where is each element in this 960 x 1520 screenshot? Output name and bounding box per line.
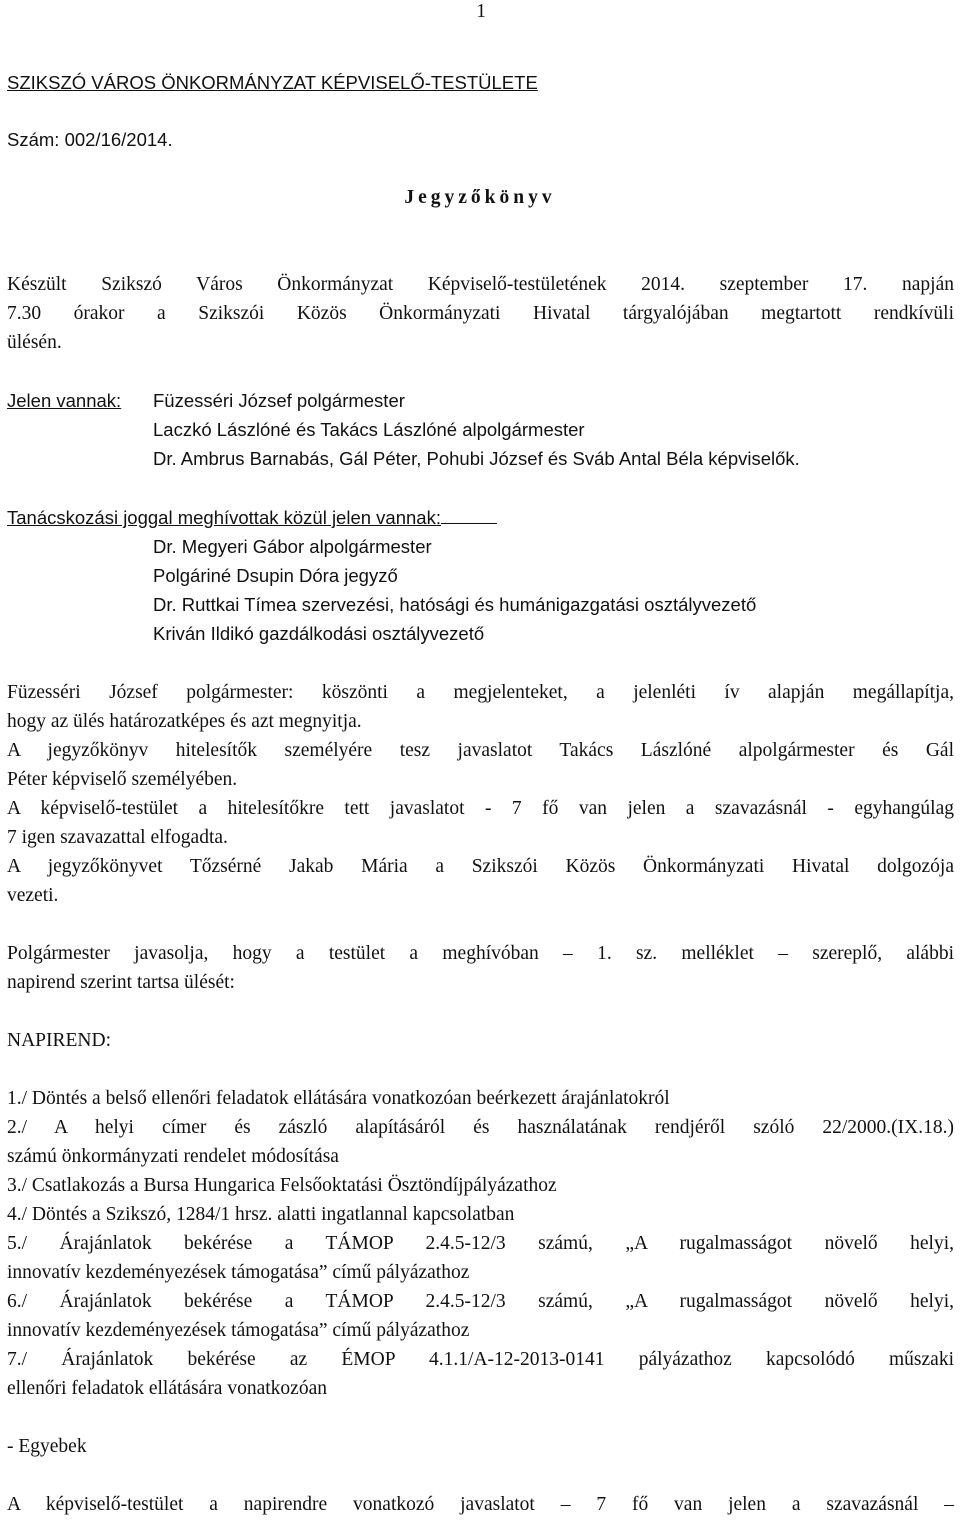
opening-line: 7 igen szavazattal elfogadta. bbox=[7, 827, 228, 848]
agenda-item: 5./ Árajánlatok bekérése a TÁMOP 2.4.5-12/3 számú, „A rugalmasságot növelő helyi, bbox=[7, 1233, 954, 1254]
opening-line: A jegyzőkönyv hitelesítők személyére tesz javaslatot Takács Lászlóné alpolgármester és Gál bbox=[7, 740, 954, 761]
opening-line: Péter képviselő személyében. bbox=[7, 769, 238, 790]
agenda-item: 4./ Döntés a Szikszó, 1284/1 hrsz. alatti ingatlannal kapcsolatban bbox=[7, 1204, 515, 1225]
agenda-item: innovatív kezdeményezések támogatása” című pályázathoz bbox=[7, 1262, 470, 1283]
opening-line: hogy az ülés határozatképes és azt megnyitja. bbox=[7, 711, 362, 732]
present-member: Füzesséri József polgármester bbox=[153, 390, 405, 411]
opening-line: Füzesséri József polgármester: köszönti a megjelenteket, a jelenléti ív alapján megállapítja, bbox=[7, 682, 954, 703]
agenda-heading: NAPIREND: bbox=[7, 1030, 112, 1051]
proposal-line: napirend szerint tartsa ülését: bbox=[7, 972, 235, 993]
agenda-item: 1./ Döntés a belső ellenőri feladatok ellátására vonatkozóan beérkezett árajánlatokról bbox=[7, 1088, 670, 1109]
intro-line: ülésén. bbox=[7, 332, 62, 353]
present-member: Laczkó Lászlóné és Takács Lászlóné alpolgármester bbox=[153, 419, 585, 440]
advisory-member: Dr. Megyeri Gábor alpolgármester bbox=[153, 536, 432, 557]
advisory-label-text: Tanácskozási joggal meghívottak közül jelen vannak: bbox=[7, 507, 441, 528]
opening-line: A jegyzőkönyvet Tőzsérné Jakab Mária a Szikszói Közös Önkormányzati Hivatal dolgozója bbox=[7, 856, 954, 877]
advisory-member: Polgáriné Dsupin Dóra jegyző bbox=[153, 565, 398, 586]
agenda-item: 3./ Csatlakozás a Bursa Hungarica Felsőoktatási Ösztöndíjpályázathoz bbox=[7, 1175, 557, 1196]
present-label: Jelen vannak: bbox=[7, 390, 122, 411]
present-member: Dr. Ambrus Barnabás, Gál Péter, Pohubi József és Sváb Antal Béla képviselők. bbox=[153, 448, 800, 469]
document-number: Szám: 002/16/2014. bbox=[7, 129, 173, 150]
advisory-member: Dr. Ruttkai Tímea szervezési, hatósági és humánigazgatási osztályvezető bbox=[153, 594, 757, 615]
closing-line: A képviselő-testület a napirendre vonatkozó javaslatot – 7 fő van jelen a szavazásnál – bbox=[7, 1494, 954, 1515]
agenda-item: innovatív kezdeményezések támogatása” című pályázathoz bbox=[7, 1320, 470, 1341]
agenda-item: számú önkormányzati rendelet módosítása bbox=[7, 1146, 339, 1167]
opening-line: A képviselő-testület a hitelesítőkre tett javaslatot - 7 fő van jelen a szavazásnál - egyhangúlag bbox=[7, 798, 954, 819]
intro-line: 7.30 órakor a Szikszói Közös Önkormányzati Hivatal tárgyalójában megtartott rendkívüli bbox=[7, 303, 954, 324]
agenda-item: 2./ A helyi címer és zászló alapításáról és használatának rendjéről szóló 22/2000.(IX.18.) bbox=[7, 1117, 954, 1138]
institution-heading: SZIKSZÓ VÁROS ÖNKORMÁNYZAT KÉPVISELŐ-TESTÜLETE bbox=[7, 72, 538, 93]
proposal-line: Polgármester javasolja, hogy a testület a meghívóban – 1. sz. melléklet – szereplő, alábbi bbox=[7, 943, 954, 964]
agenda-item: 7./ Árajánlatok bekérése az ÉMOP 4.1.1/A-12-2013-0141 pályázathoz kapcsolódó műszaki bbox=[7, 1349, 954, 1370]
agenda-item: 6./ Árajánlatok bekérése a TÁMOP 2.4.5-12/3 számú, „A rugalmasságot növelő helyi, bbox=[7, 1291, 954, 1312]
page-number: 1 bbox=[476, 1, 486, 22]
agenda-item: ellenőri feladatok ellátására vonatkozóan bbox=[7, 1378, 327, 1399]
document-title: Jegyzőkönyv bbox=[404, 187, 556, 208]
intro-line: Készült Szikszó Város Önkormányzat Képviselő-testületének 2014. szeptember 17. napján bbox=[7, 274, 954, 295]
advisory-label bbox=[7, 506, 497, 530]
agenda-other-item: - Egyebek bbox=[7, 1436, 87, 1457]
signature-blank bbox=[441, 522, 497, 524]
opening-line: vezeti. bbox=[7, 885, 59, 906]
advisory-member: Kriván Ildikó gazdálkodási osztályvezető bbox=[153, 623, 485, 644]
